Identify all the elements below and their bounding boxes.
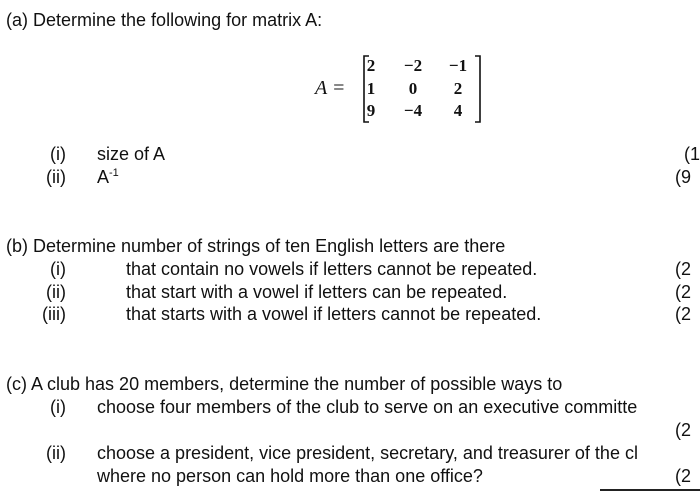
matrix-cell: −2: [403, 56, 423, 75]
item-text: choose a president, vice president, secretary, and treasurer of the cl: [97, 443, 638, 463]
part-c-heading: (c) A club has 20 members, determine the number of possible ways to: [6, 374, 563, 394]
matrix-cell: −1: [448, 56, 468, 75]
item-text: that contain no vowels if letters cannot be repeated.: [126, 259, 538, 279]
part-b-heading: (b) Determine number of strings of ten English letters are there: [6, 236, 506, 256]
item-text: choose four members of the club to serve on an executive committe: [97, 397, 638, 417]
matrix-cell: 0: [408, 79, 418, 98]
item-marks: (2: [675, 259, 692, 279]
matrix-label: A =: [315, 77, 346, 99]
item-text: that starts with a vowel if letters cannot be repeated.: [126, 304, 542, 324]
item-number: (ii): [46, 443, 66, 463]
matrix-cell: 2: [366, 56, 376, 75]
item-marks: (1: [684, 144, 700, 164]
item-marks: (9: [675, 167, 692, 187]
item-number: (i): [50, 259, 66, 279]
superscript: -1: [109, 167, 119, 179]
item-text-inverse: $A^{-1}$: [97, 167, 119, 187]
item-number: (i): [50, 397, 66, 417]
item-number: (i): [50, 144, 66, 164]
item-text: size of A: [97, 144, 166, 164]
item-marks: (2: [675, 420, 692, 440]
item-text: that start with a vowel if letters can be repeated.: [126, 282, 508, 302]
item-marks: (2: [675, 304, 692, 324]
matrix-cell: −4: [403, 101, 423, 120]
item-marks: (2: [675, 466, 692, 486]
item-text-continued: where no person can hold more than one office?: [97, 466, 483, 486]
part-a-heading: (a) Determine the following for matrix A:: [6, 10, 323, 30]
item-marks: (2: [675, 282, 692, 302]
matrix-cell: 9: [366, 101, 376, 120]
matrix-cell: 4: [453, 101, 463, 120]
item-number: (ii): [46, 167, 66, 187]
matrix-cell: 1: [366, 79, 376, 98]
item-number: (ii): [46, 282, 66, 302]
item-number: (iii): [42, 304, 66, 324]
matrix-cell: 2: [453, 79, 463, 98]
